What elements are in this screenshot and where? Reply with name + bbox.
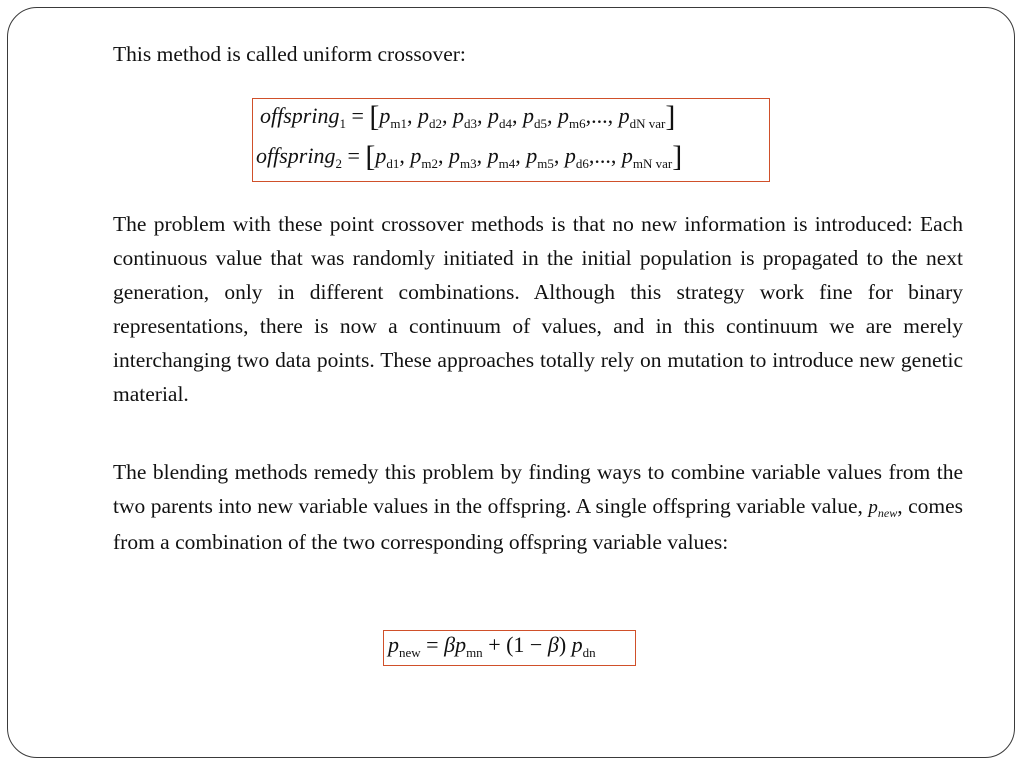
offspring2-term: p (564, 143, 576, 168)
offspring2-term: p (526, 143, 538, 168)
offspring1-open-bracket: [ (369, 100, 380, 133)
offspring1-term-sub: m6 (569, 116, 586, 131)
offspring1-lhs-sub: 1 (339, 116, 346, 131)
offspring2-lhs: offspring (256, 143, 336, 168)
pnew-lhs: p (388, 632, 399, 657)
offspring2-equals: = (341, 143, 366, 168)
offspring2-close-bracket: ] (672, 140, 683, 173)
offspring2-ellipsis: ... (594, 143, 611, 168)
paragraph-blending-before: The blending methods remedy this problem by finding ways to combine variable values from the two parents into new variable values in the offspring. A single offspring variable value, (113, 460, 963, 518)
pnew-lhs-sub: new (399, 645, 421, 660)
offspring1-term: p (523, 103, 535, 128)
uniform-crossover-equation-box (252, 98, 770, 182)
offspring2-term: p (487, 143, 499, 168)
paragraph-point-crossover-problem: The problem with these point crossover methods is that no new information is introduced: Each continuous value that was randomly initiated in the initial population is propagated to the next generation, only in different combinations. Although this strategy work fine for binary representations, there is now a continuum of values, and in this continuum we are merely interchanging two data points. These approaches totally rely on mutation to introduce new genetic material. (113, 212, 963, 406)
paragraph-blending-methods (113, 455, 963, 559)
offspring1-equals: = (345, 103, 370, 128)
offspring2-term-sub: m5 (537, 156, 554, 171)
pnew-inline-sub: new (877, 506, 898, 520)
offspring2-term-sub: m2 (421, 156, 439, 171)
offspring1-last-term-sub: dN var (629, 116, 666, 131)
offspring2-lhs-sub: 2 (335, 156, 342, 171)
offspring1-equation: offspring$_1$ = [$p_{m1}$, $p_{d2}$, $p_{d3}$, $p_{d4}$, $p_{d5}$, $p_{m6}$,..., $p_{dN var}$] (260, 100, 676, 133)
beta-symbol: β (444, 632, 456, 657)
pnew-inline-base: p (868, 497, 878, 518)
pdn-term: p (571, 632, 583, 657)
pmn-term: p (455, 632, 467, 657)
offspring2-term-sub: d1 (386, 156, 400, 171)
offspring1-term: p (379, 103, 391, 128)
offspring1-term-sub: d3 (464, 116, 478, 131)
offspring2-equation: offspring$_2$ = [$p_{d1}$, $p_{m2}$, $p_{m3}$, $p_{m4}$, $p_{m5}$, $p_{d6}$,..., $p_{mN var}$] (256, 140, 683, 173)
offspring1-term-sub: d5 (534, 116, 548, 131)
offspring1-lhs: offspring (260, 103, 340, 128)
blend-plus: + (482, 632, 507, 657)
offspring1-term: p (558, 103, 570, 128)
blending-equation (388, 632, 596, 658)
paragraph-blending-after: , comes from a combination of the two corresponding offspring variable values: (113, 494, 963, 554)
intro-text: This method is called uniform crossover: (113, 42, 466, 66)
offspring2-term-sub: d6 (575, 156, 589, 171)
offspring2-term: p (449, 143, 461, 168)
offspring2-last-term-sub: mN var (632, 156, 673, 171)
offspring1-last-term: p (618, 103, 630, 128)
offspring2-term-sub: m3 (460, 156, 477, 171)
blend-equals: = (420, 632, 445, 657)
offspring1-term: p (453, 103, 465, 128)
offspring1-term-sub: m1 (390, 116, 408, 131)
blend-paren-close: ) (558, 632, 572, 657)
pnew-inline-symbol (868, 497, 897, 518)
offspring2-term-sub: m4 (498, 156, 516, 171)
blend-paren-open: (1 − (506, 632, 548, 657)
offspring1-term-sub: d2 (429, 116, 443, 131)
offspring1-term-sub: d4 (499, 116, 513, 131)
offspring1-close-bracket: ] (665, 100, 676, 133)
offspring2-last-term: p (621, 143, 633, 168)
offspring1-term: p (488, 103, 500, 128)
offspring1-ellipsis: ... (591, 103, 608, 128)
beta-symbol-2: β (547, 632, 559, 657)
pmn-term-sub: mn (466, 645, 483, 660)
offspring2-open-bracket: [ (365, 140, 376, 173)
offspring2-term: p (410, 143, 422, 168)
offspring2-term: p (375, 143, 387, 168)
offspring1-term: p (418, 103, 430, 128)
pdn-term-sub: dn (582, 645, 596, 660)
blending-equation-box (383, 630, 636, 666)
